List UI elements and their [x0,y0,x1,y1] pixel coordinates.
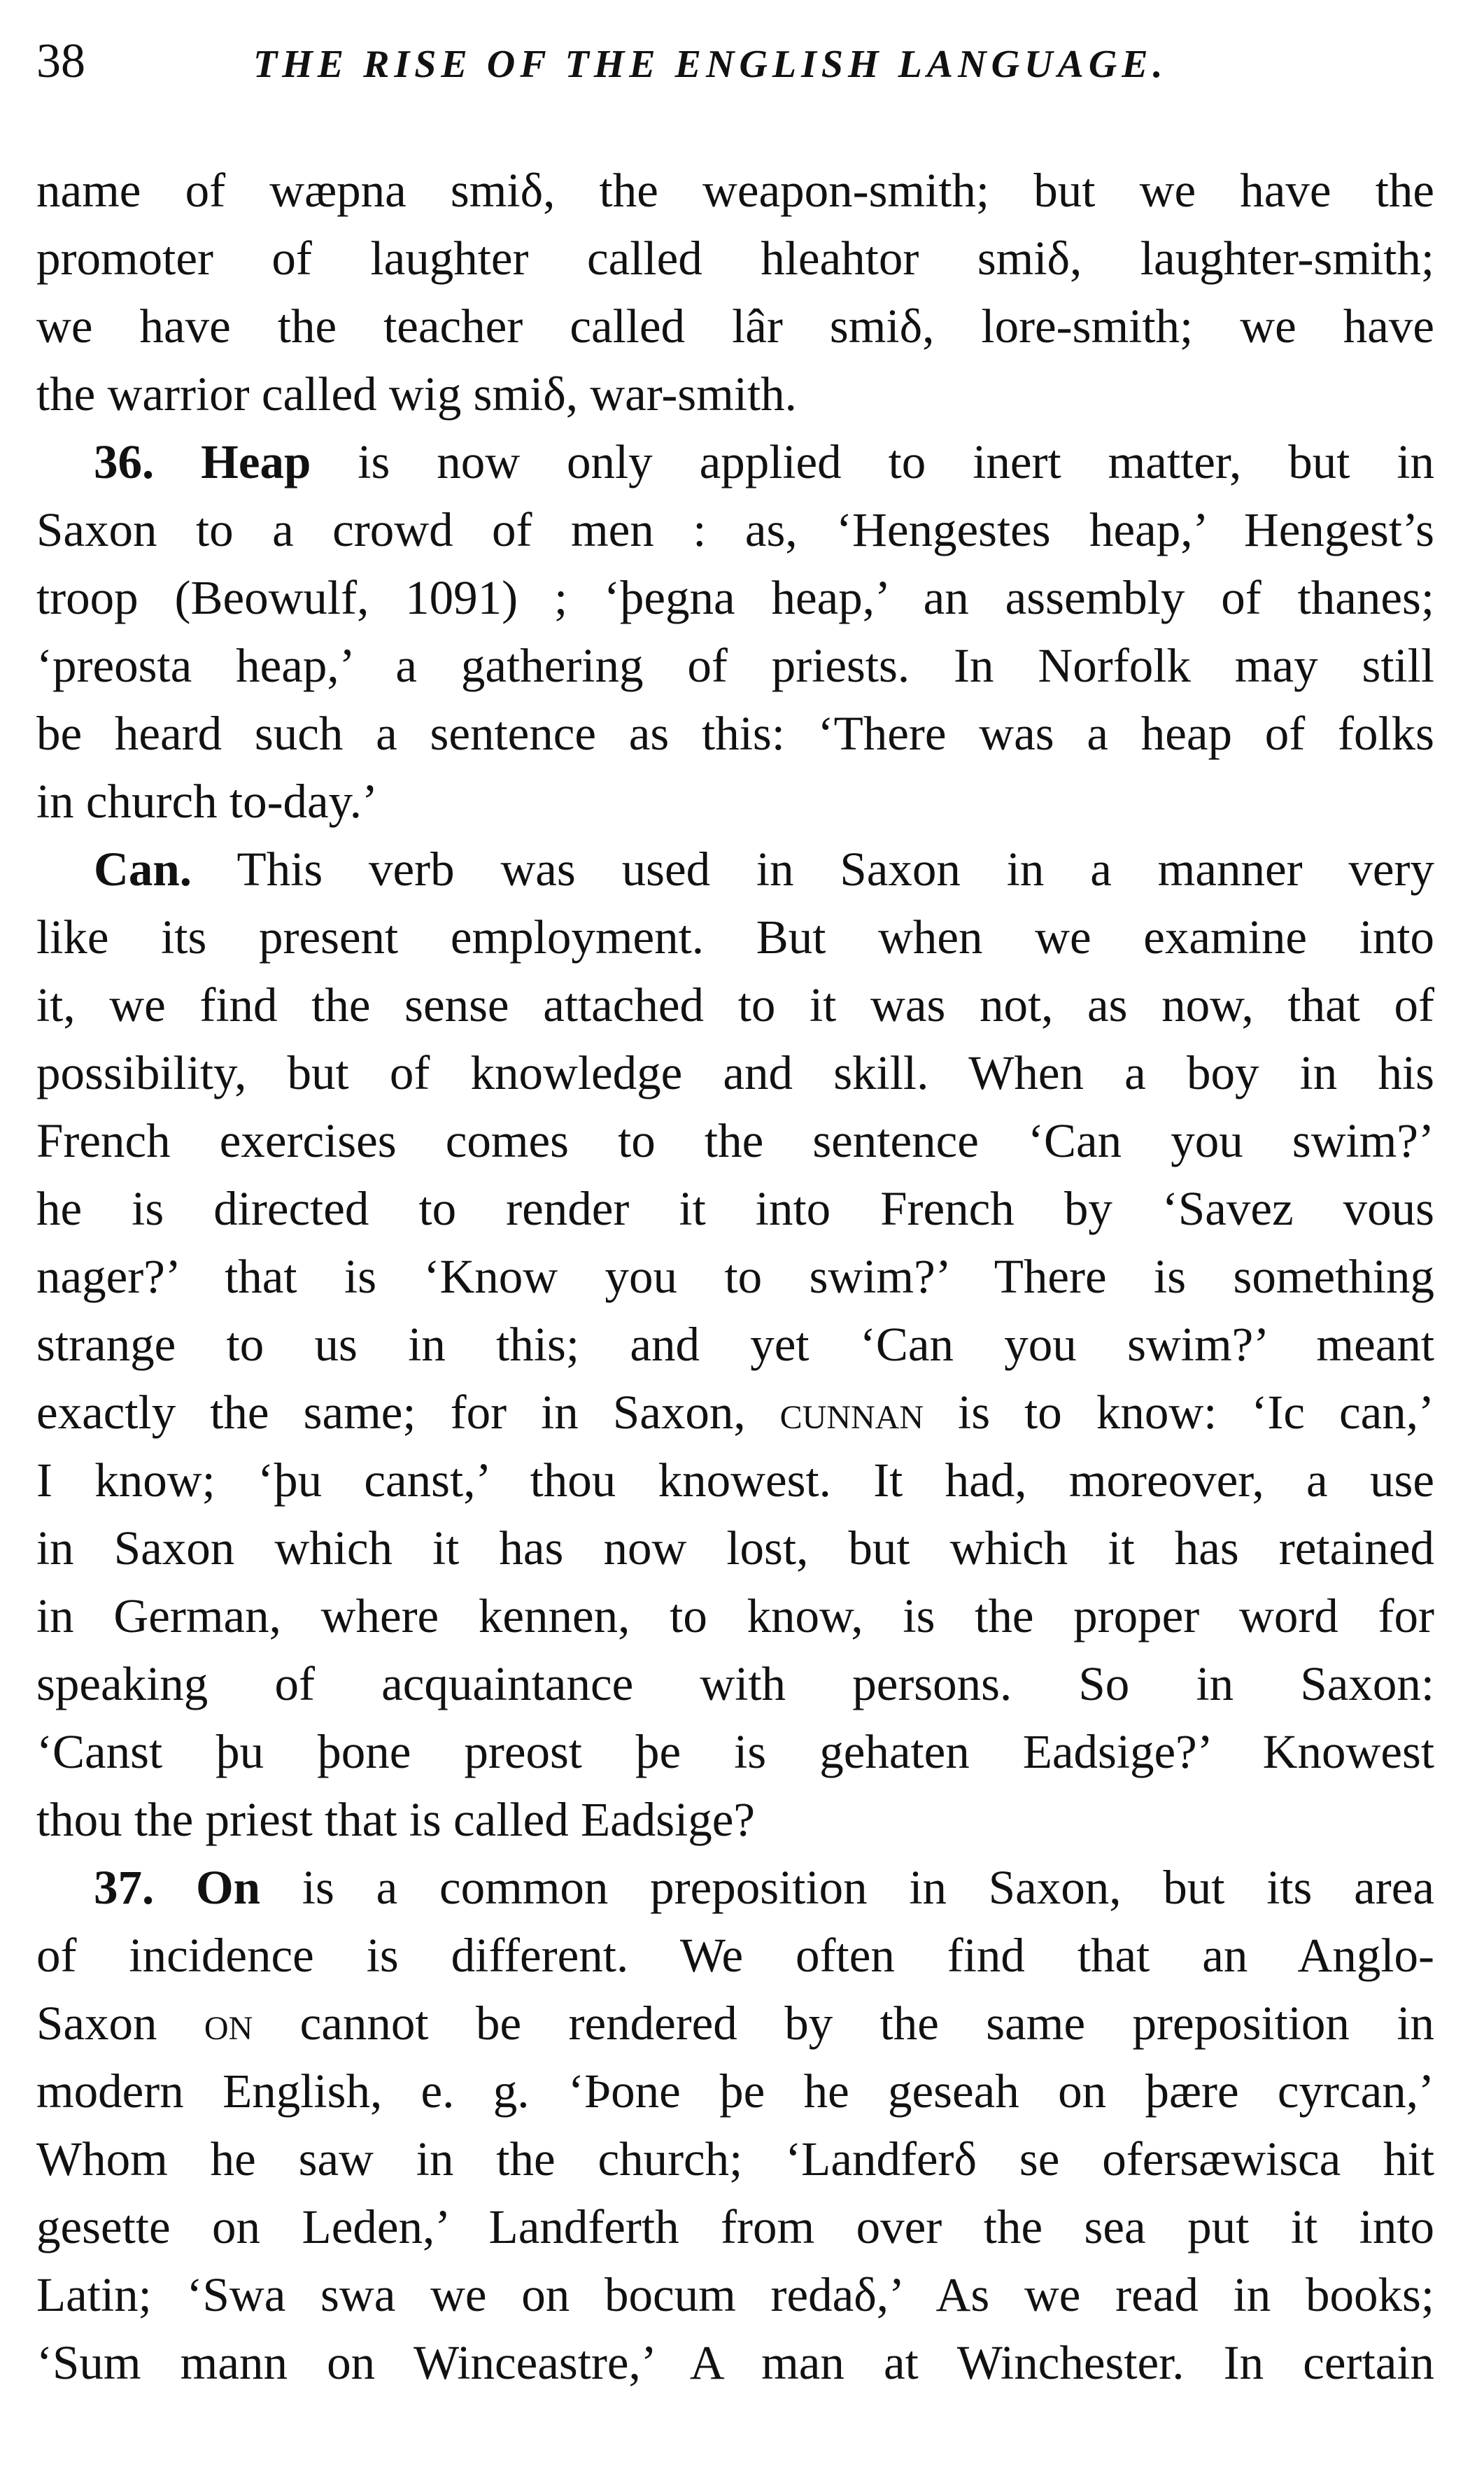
text-line [36,2329,1434,2397]
text-line [36,1922,1434,1990]
small-caps-term: cunnan [779,1386,924,1439]
line-text: it, we find the sense attached to it was not, as now, that of [36,978,1434,1032]
text-line [36,564,1434,632]
line-text-start: exactly the same; for in Saxon, [36,1386,780,1439]
text-line [36,836,1434,903]
text-line [36,360,1434,428]
line-text: in German, where kennen, to know, is the proper word for [36,1589,1434,1643]
text-line [36,293,1434,360]
text-line [36,1447,1434,1514]
line-text: gesette on Leden,’ Landferth from over the sea put it into [36,2200,1434,2253]
text-line [36,971,1434,1039]
line-text: ‘preosta heap,’ a gathering of priests. In Norfolk may still [36,639,1434,692]
text-line [36,2125,1434,2193]
text-line [36,1175,1434,1243]
text-line [36,903,1434,971]
line-text: I know; ‘þu canst,’ thou knowest. It had, moreover, a use [36,1454,1434,1507]
line-text: ‘Sum mann on Winceastre,’ A man at Winchester. In certain [36,2336,1434,2389]
text-line [36,2058,1434,2125]
line-text: Saxon to a crowd of men : as, ‘Hengestes heap,’ Hengest’s [36,503,1434,556]
text-line [36,1650,1434,1718]
line-text: promoter of laughter called hleahtor smiδ, laughter-smith; [36,232,1434,285]
line-text: speaking of acquaintance with persons. So in Saxon: [36,1657,1434,1710]
line-text: is now only applied to inert matter, but in [311,435,1435,488]
line-text: be heard such a sentence as this: ‘There was a heap of folks [36,707,1434,760]
line-text: in church to-day.’ [36,775,378,828]
text-line [36,225,1434,293]
line-text: like its present employment. But when we examine into [36,910,1434,964]
text-line [36,1379,1434,1447]
text-line [36,1718,1434,1786]
text-line [36,1107,1434,1175]
text-line [36,1582,1434,1650]
page-number: 38 [36,34,85,88]
line-text: the warrior called wig smiδ, war-smith. [36,367,797,421]
line-text: we have the teacher called lâr smiδ, lore-smith; we have [36,300,1434,353]
line-text: ‘Canst þu þone preost þe is gehaten Eadsige?’ Knowest [36,1725,1434,1778]
body-text [36,157,1434,2397]
text-line [36,1514,1434,1582]
small-caps-term: on [204,1997,253,2050]
book-page [36,34,1434,2397]
text-line [36,1039,1434,1107]
text-line [36,1311,1434,1379]
line-text: This verb was used in Saxon in a manner very [191,843,1434,896]
text-line [36,496,1434,564]
line-text: modern English, e. g. ‘Þone þe he geseah on þære cyrcan,’ [36,2064,1434,2118]
line-text-start: Saxon [36,1997,204,2050]
text-line [36,1854,1434,1922]
line-text: Whom he saw in the church; ‘Landferδ se ofersæwisca hit [36,2132,1434,2186]
line-text: cannot be rendered by the same preposition in [253,1997,1434,2050]
text-line [36,632,1434,700]
line-text: name of wæpna smiδ, the weapon-smith; but we have the [36,164,1434,217]
section-heading: 36. Heap [94,435,311,488]
running-head [36,34,1434,118]
line-text: in Saxon which it has now lost, but which it has retained [36,1521,1434,1575]
line-text: thou the priest that is called Eadsige? [36,1793,756,1846]
text-line [36,768,1434,836]
line-text: of incidence is different. We often find that an Anglo- [36,1929,1434,1982]
text-line [36,700,1434,768]
line-text: nager?’ that is ‘Know you to swim?’ There is something [36,1250,1434,1303]
section-heading: 37. On [94,1861,261,1914]
text-line [36,2193,1434,2261]
text-line [36,1990,1434,2058]
text-line [36,2261,1434,2329]
running-title: THE RISE OF THE ENGLISH LANGUAGE. [253,43,1168,86]
text-line [36,157,1434,225]
line-text: is to know: ‘Ic can,’ [923,1386,1434,1439]
line-text: he is directed to render it into French by ‘Savez vous [36,1182,1434,1235]
line-text: Latin; ‘Swa swa we on bocum redaδ,’ As we read in books; [36,2268,1434,2321]
line-text: strange to us in this; and yet ‘Can you swim?’ meant [36,1318,1434,1371]
line-text: French exercises comes to the sentence ‘Can you swim?’ [36,1114,1434,1167]
line-text: is a common preposition in Saxon, but its area [260,1861,1435,1914]
text-line [36,1786,1434,1854]
line-text: troop (Beowulf, 1091) ; ‘þegna heap,’ an assembly of thanes; [36,571,1434,624]
line-text: possibility, but of knowledge and skill. When a boy in his [36,1046,1434,1099]
text-line [36,428,1434,496]
text-line [36,1243,1434,1311]
section-heading: Can. [94,843,192,896]
